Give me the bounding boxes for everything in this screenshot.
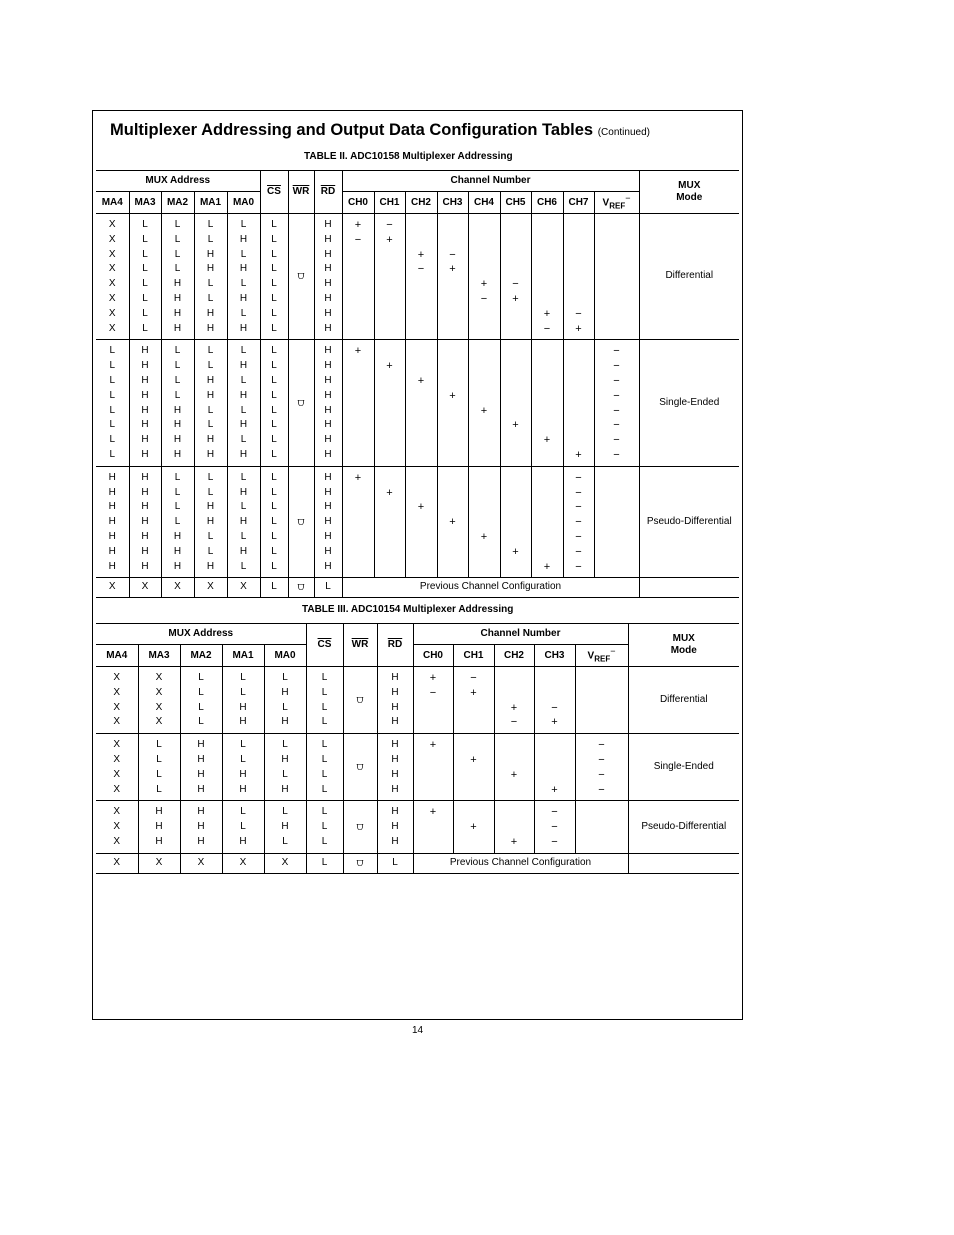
table2-col-ma2: MA2 xyxy=(161,192,194,214)
table3-col-ma0: MA0 xyxy=(264,645,306,667)
table3-mux-address-header: MUX Address xyxy=(96,624,306,645)
table2-ch0-cell: + xyxy=(342,466,374,578)
table3-last-ma0: X xyxy=(264,853,306,873)
table3-mux-ma1-cell: L L H H xyxy=(222,734,264,801)
rd-label: $\overline{RD}$ xyxy=(387,639,403,650)
table3-last-cs: L xyxy=(306,853,343,873)
table2-mux-ma2-cell: L L L L H H H H xyxy=(161,214,194,340)
table3-mux-ma3-cell: H H H xyxy=(138,801,180,853)
table2-mode-cell: Pseudo-Differential xyxy=(639,466,739,578)
table3-col-ma3: MA3 xyxy=(138,645,180,667)
table-row xyxy=(96,853,739,873)
table3-col-ma1: MA1 xyxy=(222,645,264,667)
table3-cs-cell: L L L L xyxy=(306,667,343,734)
table3-mux-ma4-cell: X X X X xyxy=(96,734,138,801)
table2-mode-cell: Differential xyxy=(639,214,739,340)
table2-mux-ma3-cell: H H H H H H H xyxy=(129,466,161,578)
table3-ch2-cell: + − xyxy=(494,667,534,734)
table2-mux-ma0-cell: L H L H L H L H xyxy=(227,214,260,340)
table3-wr-header xyxy=(343,624,377,667)
table3-mode-cell: Differential xyxy=(628,667,739,734)
rd-label: $\overline{RD}$ xyxy=(320,186,336,197)
wr-label: $\overline{WR}$ xyxy=(351,639,369,650)
table2-adc10158 xyxy=(96,170,739,598)
vref-sign: − xyxy=(625,193,631,204)
table2-wr-cell: ⩌ xyxy=(288,340,314,466)
table2-channel-number-header: Channel Number xyxy=(342,171,639,192)
table2-col-ch0: CH0 xyxy=(342,192,374,214)
table2-col-ch2: CH2 xyxy=(405,192,437,214)
table-row xyxy=(96,466,739,578)
table2-ch7-cell: + xyxy=(563,340,594,466)
mux-label: MUX xyxy=(672,633,695,644)
table2-mux-address-header: MUX Address xyxy=(96,171,260,192)
table3-ch0-cell: + xyxy=(413,734,453,801)
table2-col-ma1: MA1 xyxy=(194,192,227,214)
table2-col-vref xyxy=(594,192,639,214)
table2-col-ch6: CH6 xyxy=(531,192,563,214)
table2-ch6-cell: + − xyxy=(531,214,563,340)
table3-ch3-cell: − + xyxy=(534,667,575,734)
table2-last-ma4: X xyxy=(96,578,129,598)
table2-ch1-cell: + xyxy=(374,466,405,578)
table2-col-ch4: CH4 xyxy=(468,192,500,214)
table3-col-ma4: MA4 xyxy=(96,645,138,667)
table2-ch6-cell: + xyxy=(531,466,563,578)
table2-last-wr: ⩌ xyxy=(288,578,314,598)
table2-last-cs: L xyxy=(260,578,288,598)
table3-last-ma3: X xyxy=(138,853,180,873)
table2-col-ch3: CH3 xyxy=(437,192,468,214)
table3-ch1-cell: − + xyxy=(453,667,494,734)
table2-ch3-cell: − + xyxy=(437,214,468,340)
table3-caption: TABLE III. ADC10154 Multiplexer Addressing xyxy=(302,604,514,615)
wr-label: $\overline{WR}$ xyxy=(292,186,310,197)
table3-rd-header xyxy=(377,624,413,667)
table2-rd-cell: H H H H H H H xyxy=(314,466,342,578)
table2-last-ma2: X xyxy=(161,578,194,598)
table2-mux-ma1-cell: L L H H L L H H xyxy=(194,340,227,466)
table3-rd-cell: H H H xyxy=(377,801,413,853)
table3-ch3-cell: − − − xyxy=(534,801,575,853)
mux-label: MUX xyxy=(678,180,701,191)
table2-cs-cell: L L L L L L L xyxy=(260,466,288,578)
vref-main: V xyxy=(587,650,595,662)
table2-col-ma0: MA0 xyxy=(227,192,260,214)
table-row xyxy=(96,801,739,853)
table2-mux-ma0-cell: L H L H L H L H xyxy=(227,340,260,466)
table2-ch1-cell: + xyxy=(374,340,405,466)
table2-col-ma4: MA4 xyxy=(96,192,129,214)
table2-ch4-cell: + − xyxy=(468,214,500,340)
table2-rd-header xyxy=(314,171,342,214)
table2-last-rd: L xyxy=(314,578,342,598)
table3-rd-cell: H H H H xyxy=(377,734,413,801)
mode-label: Mode xyxy=(670,645,697,656)
table-row xyxy=(96,214,739,340)
table2-wr-cell: ⩌ xyxy=(288,214,314,340)
table3-adc10154 xyxy=(96,623,739,874)
table2-vref-cell xyxy=(594,214,639,340)
table2-ch5-cell: − + xyxy=(500,214,531,340)
table2-col-ch1: CH1 xyxy=(374,192,405,214)
vref-sub: REF xyxy=(594,654,611,664)
table3-ch1-cell: + xyxy=(453,801,494,853)
vref-main: V xyxy=(602,197,610,209)
table3-col-ma2: MA2 xyxy=(180,645,222,667)
table2-ch4-cell: + xyxy=(468,340,500,466)
table3-mux-ma0-cell: L H L xyxy=(264,801,306,853)
table2-last-mode xyxy=(639,578,739,598)
table3-ch3-cell: + xyxy=(534,734,575,801)
table2-ch7-cell: − − − − − − − xyxy=(563,466,594,578)
table2-ch3-cell: + xyxy=(437,466,468,578)
table3-previous-config: Previous Channel Configuration xyxy=(413,853,628,873)
table2-mux-ma1-cell: L L H H L L H H xyxy=(194,214,227,340)
table3-col-ch2: CH2 xyxy=(494,645,534,667)
cs-label: $\overline{CS}$ xyxy=(317,639,332,650)
table3-mux-ma1-cell: L L H xyxy=(222,801,264,853)
table3-col-ch1: CH1 xyxy=(453,645,494,667)
table2-ch2-cell: + − xyxy=(405,214,437,340)
table3-cs-header xyxy=(306,624,343,667)
table3-last-wr: ⩌ xyxy=(343,853,377,873)
table2-ch4-cell: + xyxy=(468,466,500,578)
cs-label: $\overline{CS}$ xyxy=(267,186,281,197)
table2-ch5-cell: + xyxy=(500,466,531,578)
table2-ch3-cell: + xyxy=(437,340,468,466)
table3-ch1-cell: + xyxy=(453,734,494,801)
table3-ch2-cell: + xyxy=(494,734,534,801)
table3-cs-cell: L L L L xyxy=(306,734,343,801)
table2-wr-cell: ⩌ xyxy=(288,466,314,578)
table2-mode-cell: Single-Ended xyxy=(639,340,739,466)
table3-mode-cell: Pseudo-Differential xyxy=(628,801,739,853)
table2-cs-cell: L L L L L L L L xyxy=(260,214,288,340)
table2-ch5-cell: + xyxy=(500,340,531,466)
title-suffix: (Continued) xyxy=(597,127,650,138)
page-number: 14 xyxy=(411,1025,424,1036)
table2-mux-ma4-cell: H H H H H H H xyxy=(96,466,129,578)
table-row xyxy=(96,340,739,466)
table3-vref-cell xyxy=(575,801,628,853)
table2-col-ch5: CH5 xyxy=(500,192,531,214)
table3-vref-cell xyxy=(575,667,628,734)
table3-ch0-cell: + xyxy=(413,801,453,853)
table3-mux-ma2-cell: H H H H xyxy=(180,734,222,801)
table3-ch2-cell: + xyxy=(494,801,534,853)
table3-col-ch3: CH3 xyxy=(534,645,575,667)
table2-wr-header xyxy=(288,171,314,214)
table2-mux-ma4-cell: X X X X X X X X xyxy=(96,214,129,340)
table3-cs-cell: L L L xyxy=(306,801,343,853)
table3-mux-ma2-cell: L L L L xyxy=(180,667,222,734)
table2-ch6-cell: + xyxy=(531,340,563,466)
table2-vref-cell: − − − − − − − − xyxy=(594,340,639,466)
table2-last-ma0: X xyxy=(227,578,260,598)
table2-mux-ma3-cell: H H H H H H H H xyxy=(129,340,161,466)
mode-label: Mode xyxy=(676,192,703,203)
table3-wr-cell: ⩌ xyxy=(343,734,377,801)
table3-mux-ma1-cell: L L H H xyxy=(222,667,264,734)
table3-last-ma2: X xyxy=(180,853,222,873)
title-text: Multiplexer Addressing and Output Data Configuration Tables xyxy=(110,121,594,139)
table2-cs-header xyxy=(260,171,288,214)
table3-wr-cell: ⩌ xyxy=(343,801,377,853)
table3-mux-ma3-cell: L L L L xyxy=(138,734,180,801)
table2-ch0-cell: + xyxy=(342,340,374,466)
page-title xyxy=(110,121,650,140)
table3-mux-mode-header xyxy=(628,624,739,667)
table-row xyxy=(96,667,739,734)
table2-mux-ma1-cell: L L H H L L H xyxy=(194,466,227,578)
table2-previous-config: Previous Channel Configuration xyxy=(342,578,639,598)
table2-mux-mode-header xyxy=(639,171,739,214)
table3-mux-ma2-cell: H H H xyxy=(180,801,222,853)
table2-col-ch7: CH7 xyxy=(563,192,594,214)
table2-mux-ma2-cell: L L L L H H H xyxy=(161,466,194,578)
table3-mux-ma0-cell: L H L H xyxy=(264,734,306,801)
vref-sign: − xyxy=(610,646,616,657)
table2-mux-ma0-cell: L H L H L H L xyxy=(227,466,260,578)
table3-ch0-cell: + − xyxy=(413,667,453,734)
table2-ch1-cell: − + xyxy=(374,214,405,340)
table3-mux-ma0-cell: L H L H xyxy=(264,667,306,734)
table3-last-rd: L xyxy=(377,853,413,873)
table3-rd-cell: H H H H xyxy=(377,667,413,734)
table3-col-vref xyxy=(575,645,628,667)
table3-last-ma4: X xyxy=(96,853,138,873)
table3-vref-cell: − − − − xyxy=(575,734,628,801)
table2-mux-ma2-cell: L L L L H H H H xyxy=(161,340,194,466)
table2-mux-ma4-cell: L L L L L L L L xyxy=(96,340,129,466)
table2-col-ma3: MA3 xyxy=(129,192,161,214)
table2-ch0-cell: + − xyxy=(342,214,374,340)
table3-mux-ma3-cell: X X X X xyxy=(138,667,180,734)
table2-mux-ma3-cell: L L L L L L L L xyxy=(129,214,161,340)
table3-channel-number-header: Channel Number xyxy=(413,624,628,645)
table3-mode-cell: Single-Ended xyxy=(628,734,739,801)
table3-wr-cell: ⩌ xyxy=(343,667,377,734)
table2-vref-cell xyxy=(594,466,639,578)
table2-last-ma1: X xyxy=(194,578,227,598)
table-row xyxy=(96,734,739,801)
table2-ch2-cell: + xyxy=(405,340,437,466)
table2-rd-cell: H H H H H H H H xyxy=(314,340,342,466)
table3-mux-ma4-cell: X X X xyxy=(96,801,138,853)
table3-col-ch0: CH0 xyxy=(413,645,453,667)
table3-last-ma1: X xyxy=(222,853,264,873)
table-row xyxy=(96,578,739,598)
vref-sub: REF xyxy=(609,201,626,211)
table2-ch7-cell: − + xyxy=(563,214,594,340)
table2-last-ma3: X xyxy=(129,578,161,598)
table3-last-mode xyxy=(628,853,739,873)
table2-caption: TABLE II. ADC10158 Multiplexer Addressing xyxy=(304,151,513,162)
table3-mux-ma4-cell: X X X X xyxy=(96,667,138,734)
table2-cs-cell: L L L L L L L L xyxy=(260,340,288,466)
table2-rd-cell: H H H H H H H H xyxy=(314,214,342,340)
table2-ch2-cell: + xyxy=(405,466,437,578)
